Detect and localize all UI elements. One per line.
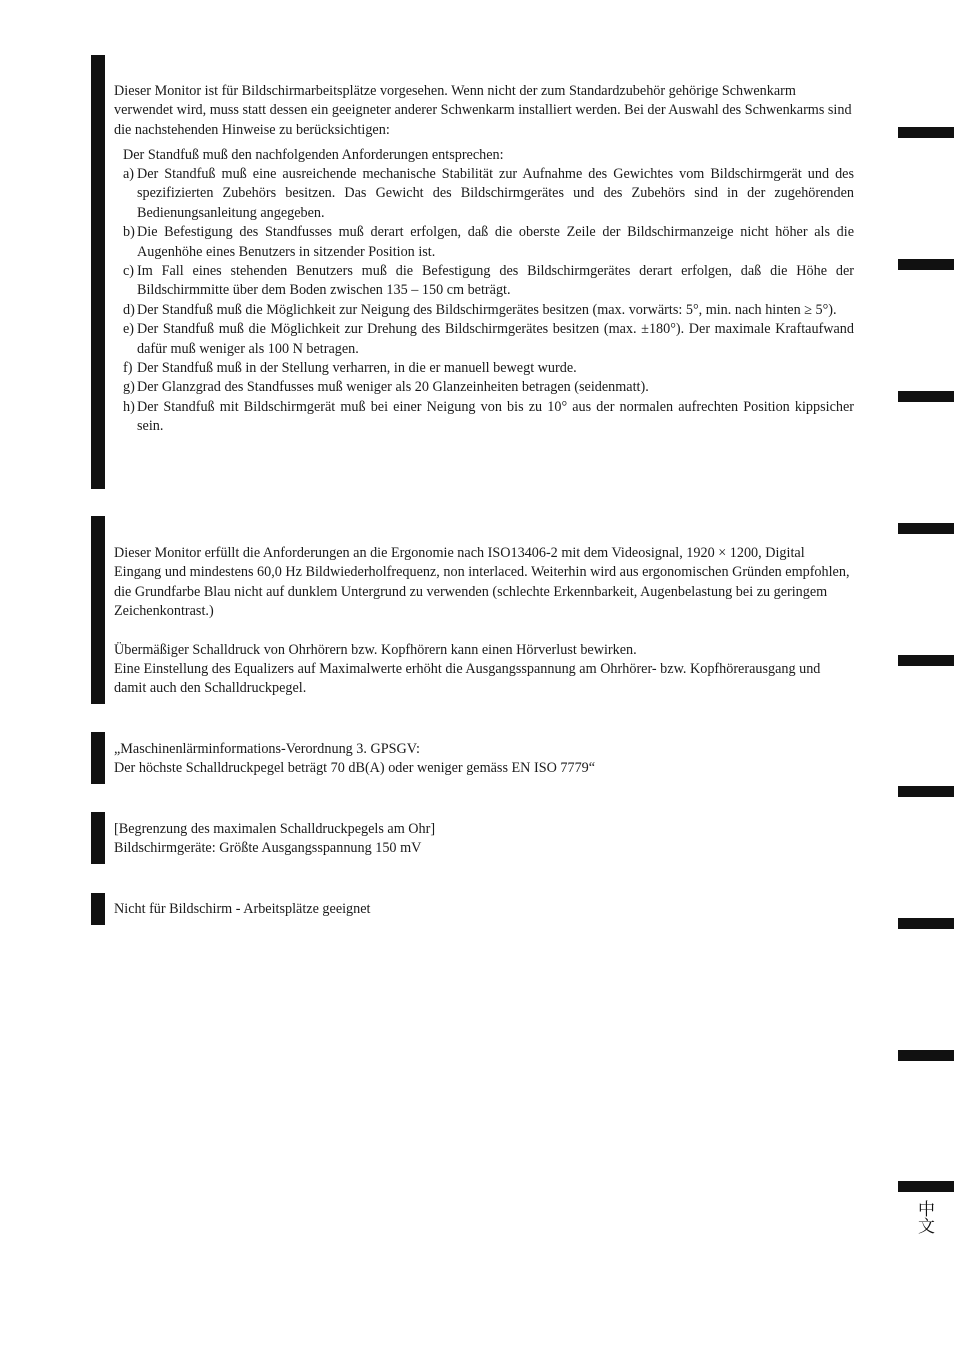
list-item xyxy=(123,262,854,301)
language-tab-label: 中文 xyxy=(914,1200,934,1234)
regulation-title: „Maschinenlärminformations-Verordnung 3. GPSGV: xyxy=(114,741,420,757)
list-item-text: Der Glanzgrad des Standfusses muß weniger als 20 Glanzeinheiten betragen (seidenmatt). xyxy=(137,379,649,396)
section-4-sound-pressure-limit xyxy=(114,820,854,859)
list-marker: d) xyxy=(123,301,135,318)
list-item-text: Im Fall eines stehenden Benutzers muß die Befestigung des Bildschirmgerätes derart erfolgen, daß die Höhe der Bildschirmmitte über dem Boden zwischen 135 – 150 cm beträgt. xyxy=(137,263,854,299)
list-marker: f) xyxy=(123,360,133,377)
language-tab-5 xyxy=(898,655,954,666)
requirements-list xyxy=(123,165,854,437)
language-tab-7 xyxy=(898,918,954,929)
language-tab-4 xyxy=(898,523,954,534)
list-item xyxy=(123,320,854,359)
list-item xyxy=(123,165,854,223)
hearing-warning-text: Übermäßiger Schalldruck von Ohrhörern bzw. Kopfhörern kann einen Hörverlust bewirken. xyxy=(114,641,637,658)
language-tab-6 xyxy=(898,786,954,797)
section-marker-bar-5 xyxy=(91,893,105,925)
list-item xyxy=(123,398,854,437)
list-marker: b) xyxy=(123,224,135,241)
list-item-text: Der Standfuß mit Bildschirmgerät muß bei einer Neigung von bis zu 10° aus der normalen aufrechten Position kippsicher sein. xyxy=(137,398,854,435)
ergonomics-text: Dieser Monitor erfüllt die Anforderungen an die Ergonomie nach ISO13406-2 mit dem Videosignal, 1920 × 1200, Digital Eingang und mindestens 60,0 Hz Bildwiederholfrequenz, non interlaced. Weiterhin wird aus ergonomischen Gründen empfohlen, die Grundfarbe Blau nicht auf dunklem Untergrund zu verwenden (schlechte Erkennbarkeit, Augenbelastung bei zu geringem Zeichenkontrast.) xyxy=(114,545,850,620)
list-item xyxy=(123,301,854,320)
swivel-arm-intro-text: Dieser Monitor ist für Bildschirmarbeitsplätze vorgesehen. Wenn nicht der zum Standardzubehör gehörige Schwenkarm verwendet wird, muss statt dessen ein geeigneter anderer Schwenkarm installiert werden. Bei der Auswahl des Schwenkarms sind die nachstehenden Hinweise zu berücksichtigen: xyxy=(114,83,852,138)
list-marker: e) xyxy=(123,321,135,338)
section-marker-bar-1 xyxy=(91,55,105,489)
section-2-ergonomics xyxy=(114,544,854,699)
language-tab-8 xyxy=(898,1050,954,1061)
list-item xyxy=(123,378,854,397)
language-tab-2 xyxy=(898,259,954,270)
list-marker: g) xyxy=(123,379,135,396)
requirements-heading: Der Standfuß muß den nachfolgenden Anforderungen entsprechen: xyxy=(123,147,504,163)
output-voltage-value: Bildschirmgeräte: Größte Ausgangsspannung 150 mV xyxy=(114,840,422,857)
list-item-text: Der Standfuß muß die Möglichkeit zur Neigung des Bildschirmgerätes besitzen (max. vorwärts: 5°, min. nach hinten ≥ 5°). xyxy=(137,301,837,318)
section-3-noise-regulation xyxy=(114,740,854,779)
workplace-unsuitable-text: Nicht für Bildschirm - Arbeitsplätze geeignet xyxy=(114,901,371,917)
noise-level-statement: Der höchste Schalldruckpegel beträgt 70 dB(A) oder weniger gemäss EN ISO 7779“ xyxy=(114,760,596,777)
section-marker-bar-4 xyxy=(91,812,105,864)
language-tab-1 xyxy=(898,127,954,138)
sound-pressure-limit-title: [Begrenzung des maximalen Schalldruckpegels am Ohr] xyxy=(114,821,436,837)
list-marker: h) xyxy=(123,398,135,415)
list-marker: c) xyxy=(123,263,135,280)
list-item-text: Die Befestigung des Standfusses muß derart erfolgen, daß die oberste Zeile der Bildschirmanzeige nicht höher als die Augenhöhe eines Benutzers in sitzender Position ist. xyxy=(137,224,854,260)
equalizer-note-text: Eine Einstellung des Equalizers auf Maximalwerte erhöht die Ausgangsspannung am Ohrhörer- bzw. Kopfhörerausgang und damit auch den Schalldruckpegel. xyxy=(114,661,821,697)
list-item-text: Der Standfuß muß in der Stellung verharren, in die er manuell bewegt wurde. xyxy=(137,360,577,377)
list-item-text: Der Standfuß muß eine ausreichende mechanische Stabilität zur Aufnahme des Gewichtes vom Bildschirmgerät und des spezifizierten Zubehörs besitzen. Das Gewicht des Bildschirmgerätes und des Zubehörs sind in der zugehörenden Bedienungsanleitung angegeben. xyxy=(137,166,854,221)
list-marker: a) xyxy=(123,166,135,182)
language-tab-3 xyxy=(898,391,954,402)
list-item xyxy=(123,223,854,262)
section-marker-bar-3 xyxy=(91,732,105,784)
list-item-text: Der Standfuß muß die Möglichkeit zur Drehung des Bildschirmgerätes besitzen (max. ±180°). Der maximale Kraftaufwand dafür muß weniger als 100 N betragen. xyxy=(137,321,854,357)
section-marker-bar-2 xyxy=(91,516,105,704)
language-tab-9 xyxy=(898,1181,954,1192)
list-item xyxy=(123,359,854,378)
section-5-workplace-note xyxy=(114,900,854,919)
section-1-intro xyxy=(114,82,854,140)
